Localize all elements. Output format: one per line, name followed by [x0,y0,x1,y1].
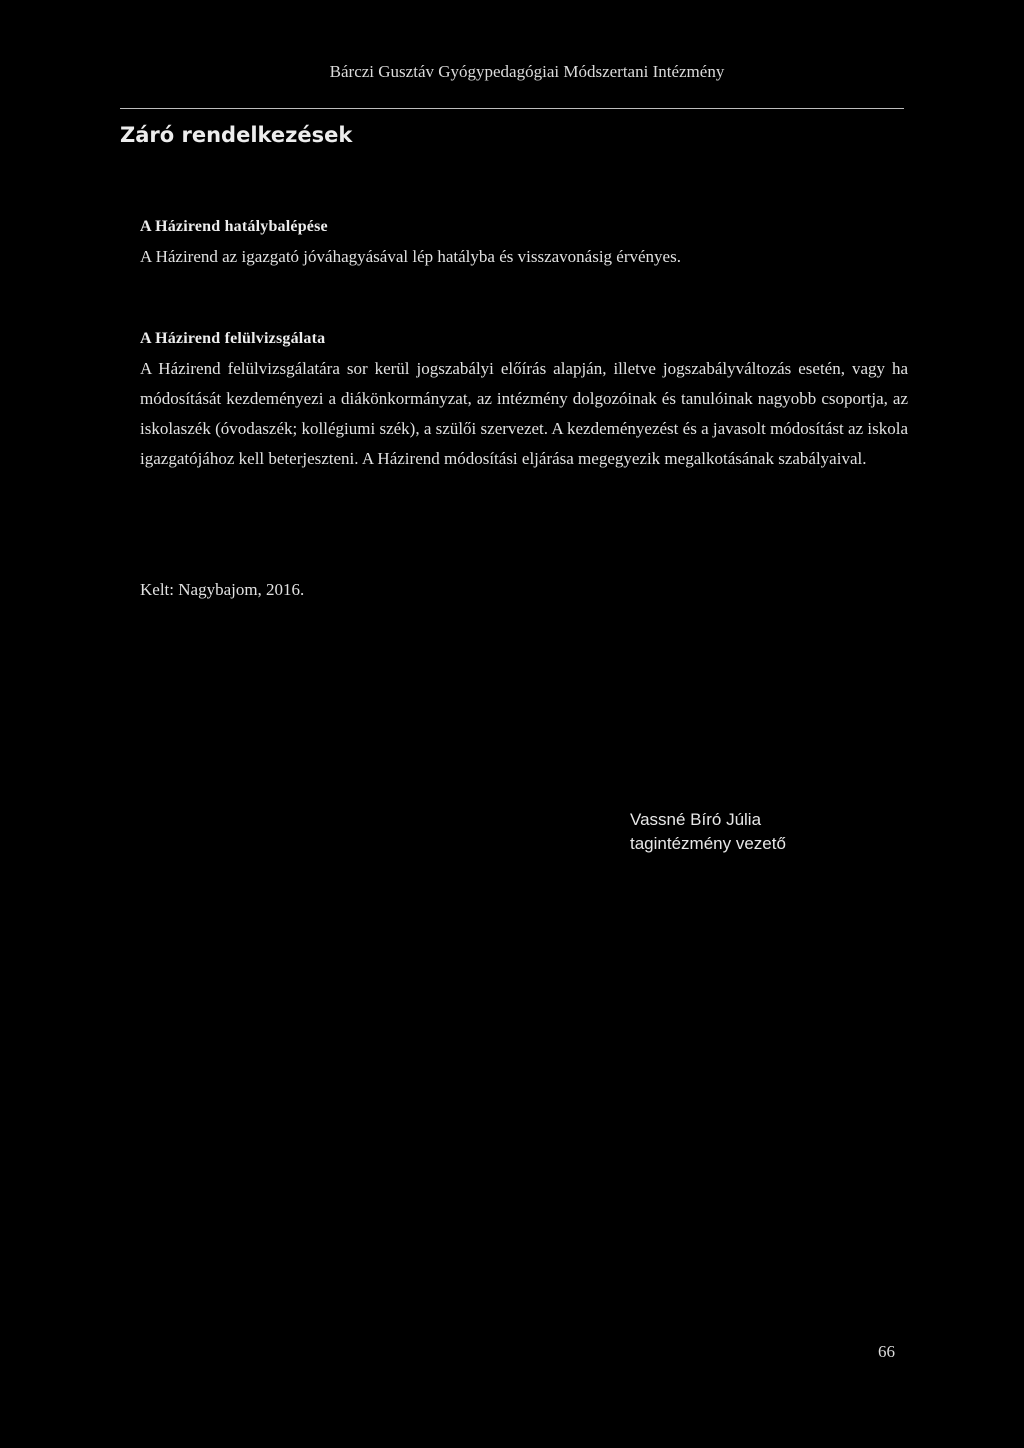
section-review [140,330,908,474]
chapter-title: Záró rendelkezések [120,123,353,147]
signatory-role: tagintézmény vezető [630,834,786,853]
page-header: Bárczi Gusztáv Gyógypedagógiai Módszertani Intézmény [329,62,725,81]
signatory-name: Vassné Bíró Júlia [630,810,762,829]
signature-block [630,808,786,856]
section-title: A Házirend felülvizsgálata [140,330,326,347]
header-divider [120,108,904,109]
section-entry-into-force [140,218,908,272]
section-body: A Házirend felülvizsgálatára sor kerül jogszabályi előírás alapján, illetve jogszabályváltozás esetén, vagy ha módosítását kezdeményezi a diákönkormányzat, az intézmény dolgozóinak és tanulóinak nagyobb csoportja, az iskolaszék (óvodaszék; kollégiumi szék), a szülői szervezet. A kezdeményezést és a javasolt módosítást az iskola igazgatójához kell beterjeszteni. A Házirend módosítási eljárása megegyezik megalkotásának szabályaival. [140,359,908,468]
date-place-line: Kelt: Nagybajom, 2016. [140,580,305,599]
page-number: 66 [878,1342,895,1361]
section-body: A Házirend az igazgató jóváhagyásával lép hatályba és visszavonásig érvényes. [140,247,681,266]
section-title: A Házirend hatálybalépése [140,218,328,235]
